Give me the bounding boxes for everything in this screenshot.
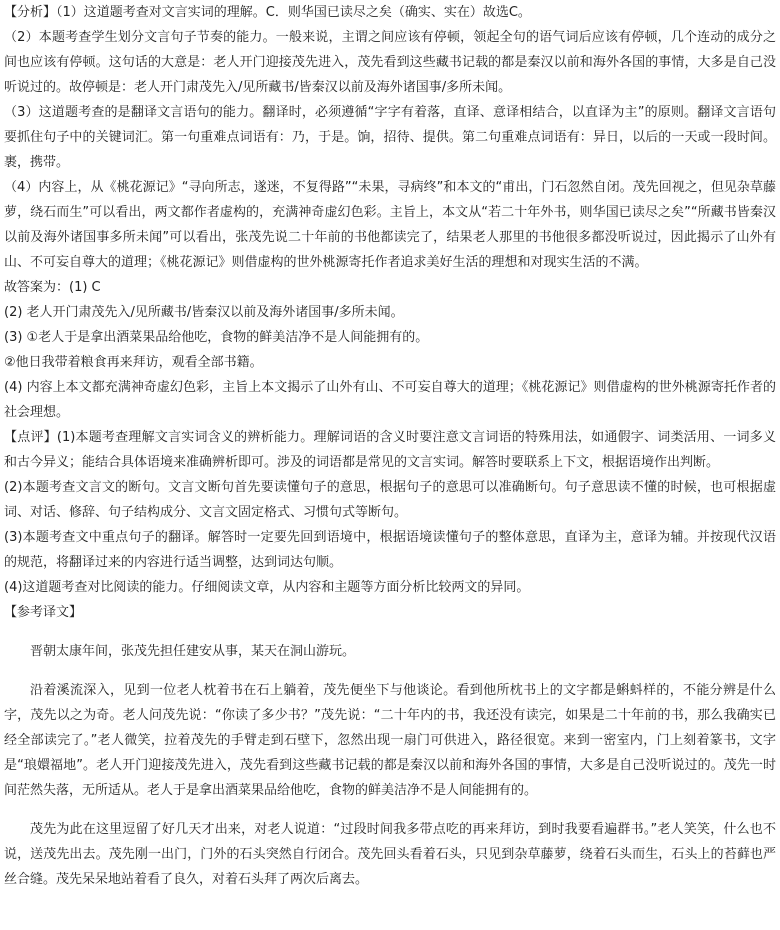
translation-paragraph-3: 茂先为此在这里逗留了好几天才出来，对老人说道：“过段时间我多带点吃的再来拜访，到时我要看遍群书。”老人笑笑，什么也不说，送茂先出去。茂先刚一出门，门外的石头突然自行闭合。茂先回头看着石头，只见到杂草藤萝，绕着石头而生，石头上的苔藓也严丝合缝。茂先呆呆地站着看了良久，对着石头拜了两次后离去。	[4, 822, 776, 887]
translation-paragraph-2: 沿着溪流深入，见到一位老人枕着书在石上躺着，茂先便坐下与他谈论。看到他所枕书上的文字都是蝌蚪样的，不能分辨是什么字，茂先以之为奇。老人问茂先说：“你读了多少书？”茂先说：“二十年内的书，我还没有读完，如果是二十年前的书，那么我确实已经全部读完了。”老人微笑，拉着茂先的手臂走到石壁下，忽然出现一扇门可供进入，路径很宽。来到一密室内，门上刻着篆书，文字是“琅嬛福地”。老人开门迎接茂先进入，茂先看到这些藏书记载的都是秦汉以前和海外各国的事情，大多是自己没听说过的。茂先一时间茫然失落，无所适从。老人于是拿出酒菜果品给他吃，食物的鲜美洁净不是人间能拥有的。	[4, 683, 776, 798]
comment-2: (2)本题考查文言文的断句。文言文断句首先要读懂句子的意思，根据句子的意思可以准确断句。句子意思读不懂的时候，也可根据虚词、对话、修辞、句子结构成分、文言文固定格式、习惯句式等断句。	[4, 480, 776, 520]
analysis-part-2: （2）本题考查学生划分文言句子节奏的能力。一般来说，主谓之间应该有停顿，领起全句的语气词后应该有停顿，几个连动的成分之间也应该有停顿。这句话的大意是：老人开门迎接茂先进入，茂先看到这些藏书记载的都是秦汉以前和海外各国的事情，大多是自己没听说过的。故停顿是：老人开门肃茂先入/见所藏书/皆秦汉以前及海外诸国事/多所未闻。	[4, 30, 776, 95]
answer-3b: ②他日我带着粮食再来拜访，观看全部书籍。	[4, 355, 263, 370]
answer-4: (4) 内容上本文都充满神奇虚幻色彩，主旨上本文揭示了山外有山、不可妄自尊大的道理；《桃花源记》则借虚构的世外桃源寄托作者的社会理想。	[4, 380, 776, 420]
comment-4: (4)这道题考查对比阅读的能力。仔细阅读文章，从内容和主题等方面分析比较两文的异同。	[4, 580, 530, 595]
analysis-part-1: 【分析】（1）这道题考查对文言实词的理解。C．则华国已读尽之矣（确实、实在）故选C。	[4, 5, 531, 20]
answer-3: (3) ①老人于是拿出酒菜果品给他吃，食物的鲜美洁净不是人间能拥有的。	[4, 330, 429, 345]
answer-1: 故答案为：(1) C	[4, 280, 101, 295]
comment-1: 【点评】(1)本题考查理解文言实词含义的辨析能力。理解词语的含义时要注意文言词语的特殊用法，如通假字、词类活用、一词多义和古今异义；能结合具体语境来准确辨析即可。涉及的词语都是常见的文言实词。解答时要联系上下文，根据语境作出判断。	[4, 430, 776, 470]
translation-paragraph-1: 晋朝太康年间，张茂先担任建安从事，某天在洞山游玩。	[30, 644, 356, 659]
analysis-part-4: （4）内容上，从《桃花源记》“寻向所志，遂迷，不复得路”“未果，寻病终”和本文的“甫出，门石忽然自闭。茂先回视之，但见杂草藤萝，绕石而生”可以看出，两文都作者虚构的，充满神奇虚幻色彩。主旨上，本文从“若二十年外书，则华国已读尽之矣”“所藏书皆秦汉以前及海外诸国事多所未闻”可以看出，张茂先说二十年前的书他都读完了，结果老人那里的书他很多都没听说过，因此揭示了山外有山、不可妄自尊大的道理；《桃花源记》则借虚构的世外桃源寄托作者追求美好生活的理想和对现实生活的不满。	[4, 180, 776, 270]
comment-3: (3)本题考查文中重点句子的翻译。解答时一定要先回到语境中，根据语境读懂句子的整体意思，直译为主，意译为辅。并按现代汉语的规范，将翻译过来的内容进行适当调整，达到词达句顺。	[4, 530, 776, 570]
analysis-part-3: （3）这道题考查的是翻译文言语句的能力。翻译时，必须遵循“字字有着落，直译、意译相结合，以直译为主”的原则。翻译文言语句要抓住句子中的关键词汇。第一句重难点词语有：乃，于是。饷，招待、提供。第二句重难点词语有：异日，以后的一天或一段时间。裹，携带。	[4, 105, 776, 170]
translation-heading: 【参考译文】	[4, 605, 83, 620]
answer-2: (2) 老人开门肃茂先入/见所藏书/皆秦汉以前及海外诸国事/多所未闻。	[4, 305, 404, 320]
